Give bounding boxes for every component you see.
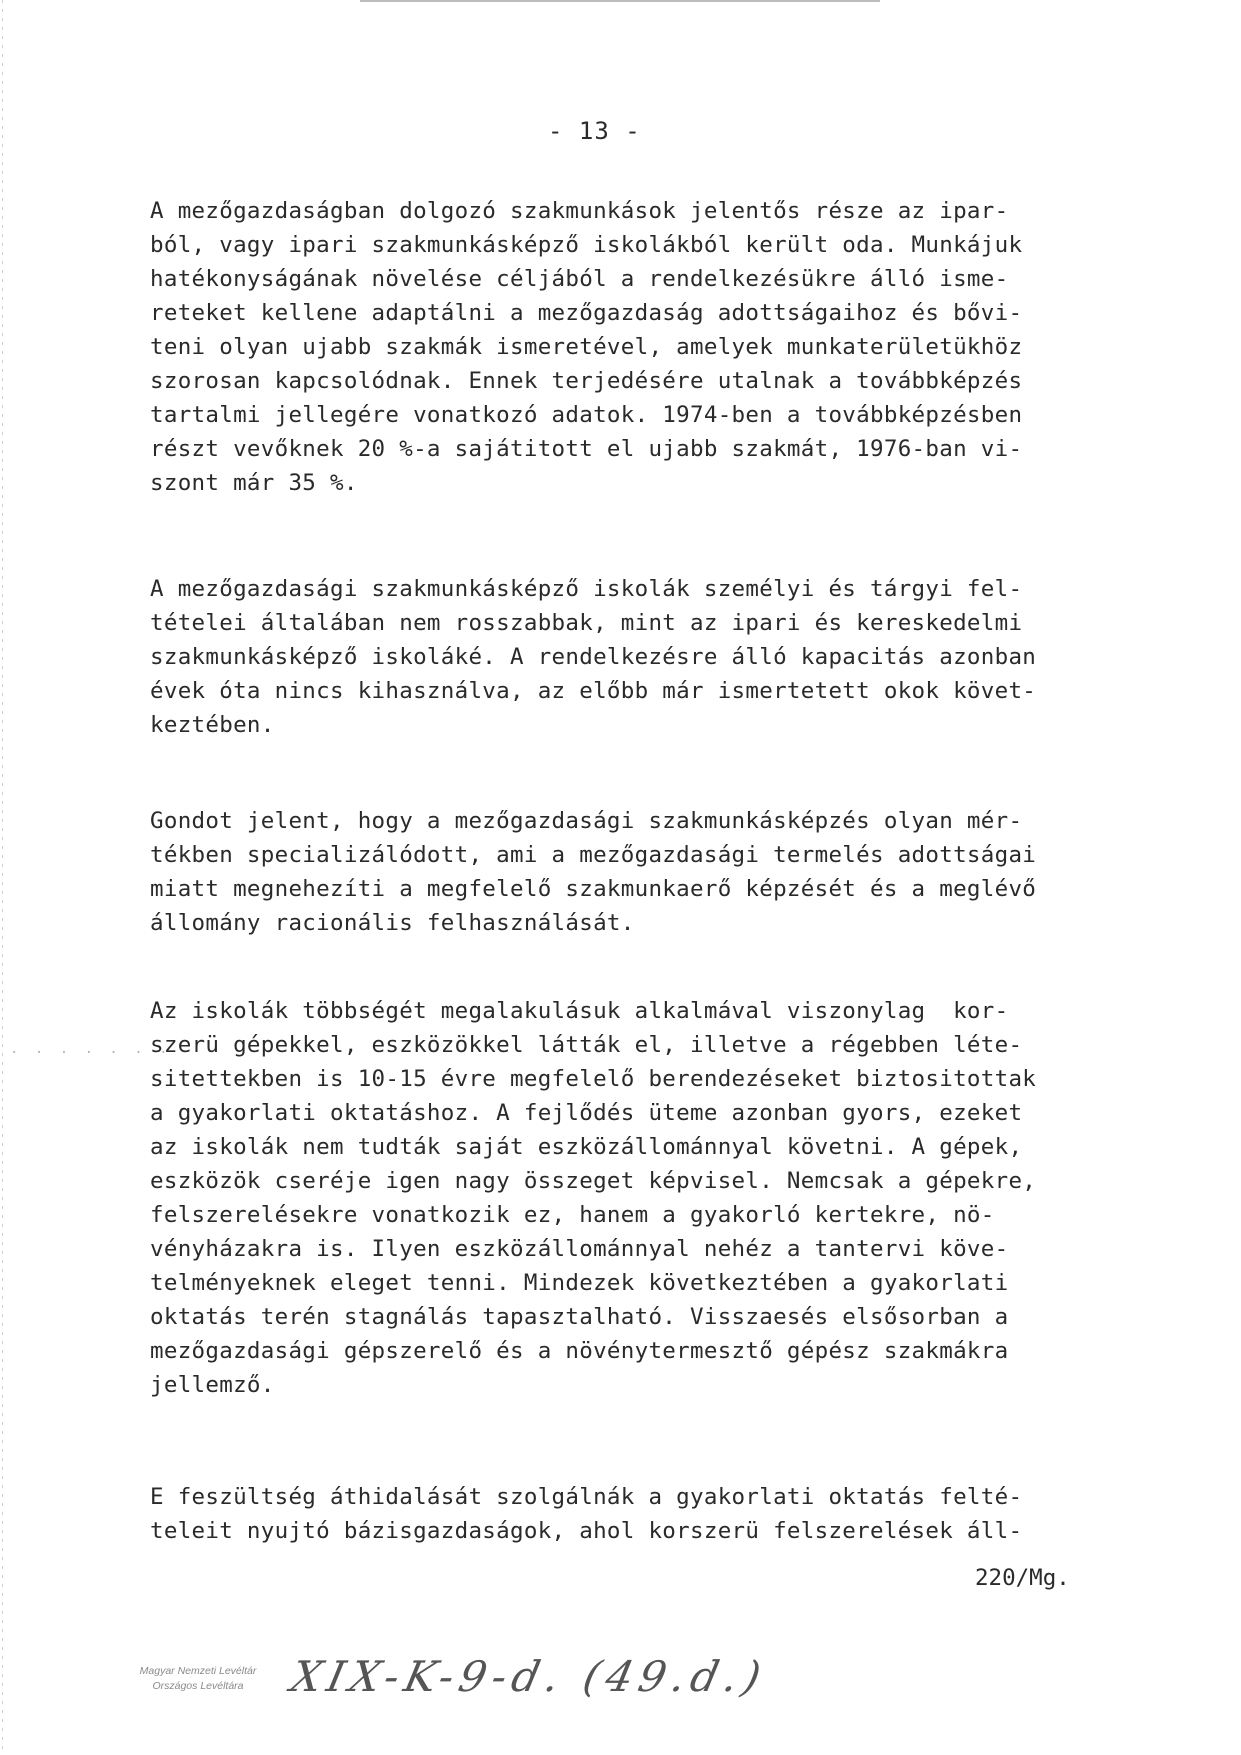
paragraph-4-line-9: telményeknek eleget tenni. Mindezek következtében a gyakorlati [150, 1270, 1009, 1296]
archive-stamp-line-1: Magyar Nemzeti Levéltár [139, 1665, 257, 1677]
archive-signature: XIX-K-9-d. (49.d.) [286, 1652, 772, 1701]
paragraph-4-line-12: jellemző. [150, 1372, 275, 1398]
paragraph-1-line-6: szorosan kapcsolódnak. Ennek terjedésére utalnak a továbbképzés [150, 368, 1023, 394]
scan-left-edge [2, 0, 3, 1755]
paragraph-4-line-10: oktatás terén stagnálás tapasztalható. Visszaesés elsősorban a [150, 1304, 1009, 1330]
paragraph-3-line-3: miatt megnehezíti a megfelelő szakmunkaerő képzését és a meglévő [150, 876, 1037, 902]
paragraph-4-line-3: sitettekben is 10-15 évre megfelelő berendezéseket biztositottak [150, 1066, 1037, 1092]
margin-dots: · · · · · · · [10, 1045, 172, 1061]
paragraph-1-line-3: hatékonyságának növelése céljából a rendelkezésükre álló isme- [150, 266, 1009, 292]
paragraph-4-line-8: vényházakra is. Ilyen eszközállománnyal nehéz a tantervi köve- [150, 1236, 1009, 1262]
paragraph-2-line-1: A mezőgazdasági szakmunkásképző iskolák személyi és tárgyi fel- [150, 576, 1023, 602]
paragraph-1-line-2: ból, vagy ipari szakmunkásképző iskolákból került oda. Munkájuk [150, 232, 1023, 258]
paragraph-1-line-8: részt vevőknek 20 %-a sajátitott el ujabb szakmát, 1976-ban vi- [150, 436, 1023, 462]
paragraph-4-line-7: felszerelésekre vonatkozik ez, hanem a gyakorló kertekre, nö- [150, 1202, 995, 1228]
paragraph-1-line-4: reteket kellene adaptálni a mezőgazdaság adottságaihoz és bővi- [150, 300, 1023, 326]
paragraph-4-line-4: a gyakorlati oktatáshoz. A fejlődés üteme azonban gyors, ezeket [150, 1100, 1023, 1126]
paragraph-4-line-5: az iskolák nem tudták saját eszközállománnyal követni. A gépek, [150, 1134, 1023, 1160]
paragraph-2-line-2: tételei általában nem rosszabbak, mint az ipari és kereskedelmi [150, 610, 1023, 636]
archive-stamp-line-2: Országos Levéltára [152, 1680, 244, 1692]
scan-top-edge [360, 0, 880, 2]
paragraph-3-line-2: tékben specializálódott, ami a mezőgazdasági termelés adottságai [150, 842, 1037, 868]
paragraph-1-line-1: A mezőgazdaságban dolgozó szakmunkások jelentős része az ipar- [150, 198, 1009, 224]
paragraph-1-line-7: tartalmi jellegére vonatkozó adatok. 1974-ben a továbbképzésben [150, 402, 1023, 428]
paragraph-4-line-1: Az iskolák többségét megalakulásuk alkalmával viszonylag kor- [150, 998, 1009, 1024]
paragraph-5-line-2: teleit nyujtó bázisgazdaságok, ahol korszerü felszerelések áll- [150, 1518, 1023, 1544]
paragraph-1-line-9: szont már 35 %. [150, 470, 358, 496]
paragraph-3-line-4: állomány racionális felhasználását. [150, 910, 635, 936]
paragraph-2-line-5: keztében. [150, 712, 275, 738]
paragraph-1-line-5: teni olyan ujabb szakmák ismeretével, amelyek munkaterületükhöz [150, 334, 1023, 360]
paragraph-3-line-1: Gondot jelent, hogy a mezőgazdasági szakmunkásképzés olyan mér- [150, 808, 1023, 834]
paragraph-4-line-2: szerü gépekkel, eszközökkel látták el, illetve a régebben léte- [150, 1032, 1023, 1058]
paragraph-5-line-1: E feszültség áthidalását szolgálnák a gyakorlati oktatás felté- [150, 1484, 1023, 1510]
paragraph-4-line-6: eszközök cseréje igen nagy összeget képvisel. Nemcsak a gépekre, [150, 1168, 1037, 1194]
archive-stamp [118, 1664, 278, 1694]
paragraph-4-line-11: mezőgazdasági gépszerelő és a növénytermesztő gépész szakmákra [150, 1338, 1009, 1364]
reference-mark: 220/Mg. [975, 1565, 1070, 1591]
paragraph-2-line-4: évek óta nincs kihasználva, az előbb már ismertetett okok követ- [150, 678, 1037, 704]
page-number: - 13 - [548, 117, 641, 145]
paragraph-2-line-3: szakmunkásképző iskoláké. A rendelkezésre álló kapacitás azonban [150, 644, 1037, 670]
